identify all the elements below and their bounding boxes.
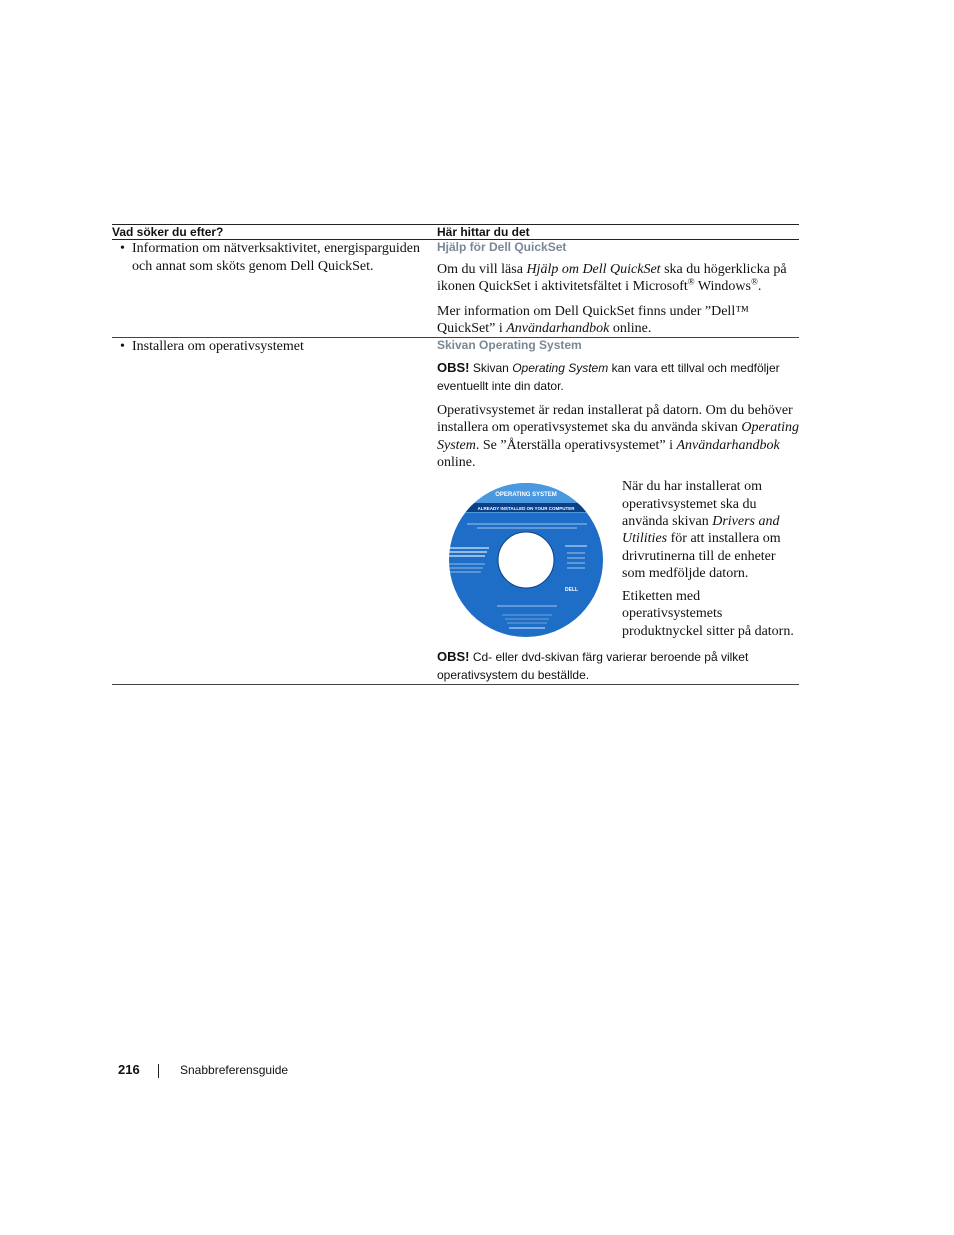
table-row: [112, 240, 799, 338]
footer-doc-title: Snabbreferensguide: [180, 1063, 289, 1077]
drivers-utilities-paragraph: När du har installerat om operativsystemet ska du använda skivan Drivers and Utilities för att installera om drivrutinerna till de enheter som medföljde datorn.: [622, 479, 781, 581]
bullet-icon: •: [120, 241, 125, 256]
svg-text:OPERATING SYSTEM: OPERATING SYSTEM: [495, 492, 557, 499]
note-optional-disc: OBS! Skivan Operating System kan vara ett tillval och medföljer eventuellt inte din dator.: [437, 360, 780, 393]
info-table: [112, 224, 799, 685]
page-number: 216: [118, 1062, 140, 1077]
table-header-row: [112, 225, 799, 240]
note-disc-color: OBS! Cd- eller dvd-skivan färg varierar beroende på vilket operativsystem du beställde.: [437, 649, 749, 682]
cd-section: [437, 478, 799, 640]
row1-question: Information om nätverksaktivitet, energisparguiden och annat som sköts genom Dell QuickSet.: [132, 241, 420, 274]
os-disc-image: [437, 478, 622, 638]
column-header-what: Vad söker du efter?: [112, 225, 437, 240]
page-footer: [118, 1062, 518, 1082]
bullet-icon: •: [120, 339, 125, 355]
svg-text:DELL: DELL: [565, 587, 579, 594]
section-title-quickset: Hjälp för Dell QuickSet: [437, 240, 567, 254]
footer-divider: [158, 1064, 159, 1078]
column-header-where: Här hittar du det: [437, 225, 799, 240]
row2-question: Installera om operativsystemet: [132, 339, 304, 355]
table-row: [112, 338, 799, 685]
section-title-os-disc: Skivan Operating System: [437, 338, 582, 353]
quickset-more-info-paragraph: Mer information om Dell QuickSet finns under ”Dell™ QuickSet” i Användarhandbok online.: [437, 303, 749, 336]
quickset-help-paragraph: Om du vill läsa Hjälp om Dell QuickSet ska du högerklicka på ikonen QuickSet i aktivitetsfältet i Microsoft® Windows®.: [437, 262, 787, 295]
list-item: [112, 338, 437, 356]
os-preinstalled-paragraph: Operativsystemet är redan installerat på datorn. Om du behöver installera om operativsystemet ska du använda skivan Operating System. Se ”Återställa operativsystemet” i Användarhandbok online.: [437, 403, 799, 471]
product-key-paragraph: Etiketten med operativsystemets produktnyckel sitter på datorn.: [622, 589, 794, 639]
svg-text:ALREADY INSTALLED ON YOUR COMP: ALREADY INSTALLED ON YOUR COMPUTER: [477, 506, 575, 512]
list-item: [112, 240, 437, 275]
os-disc-icon: [437, 478, 612, 638]
